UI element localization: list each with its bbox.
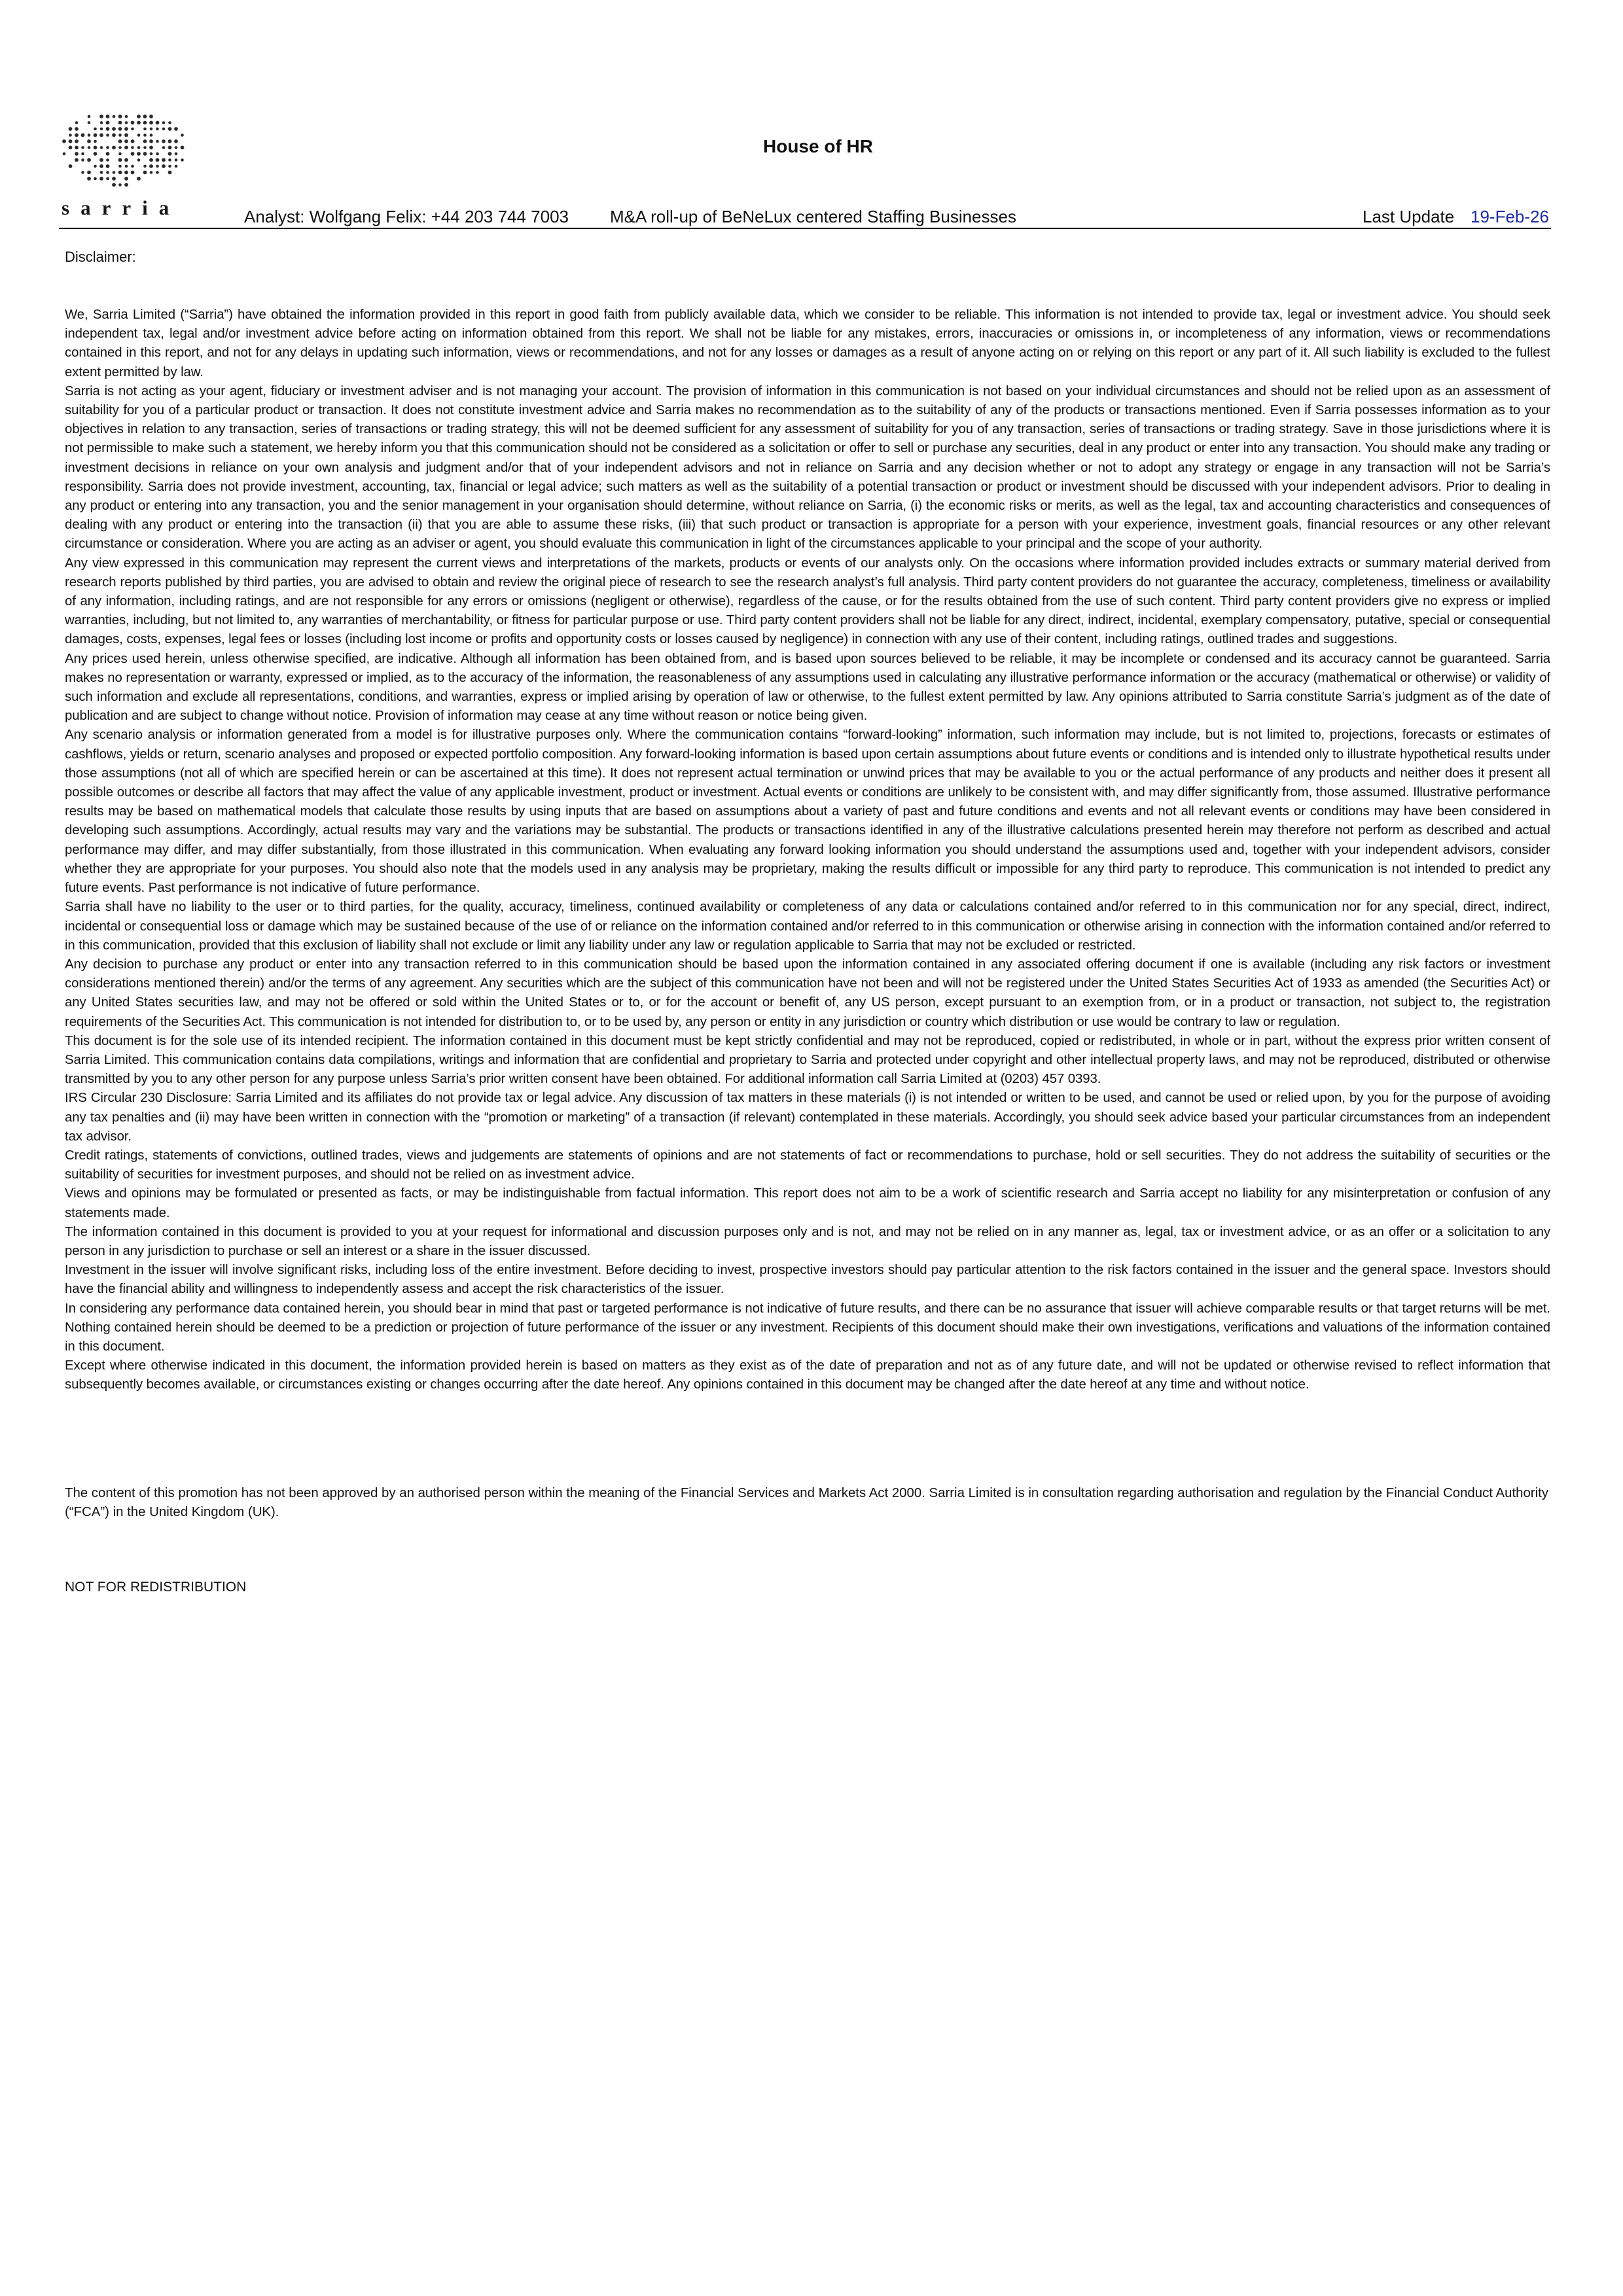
disclaimer-paragraph: Except where otherwise indicated in this document, the information provided herein is based on matters as they exist as of the date of preparation and not as of any future date, and will not be updated or otherwise revised to reflect information that subsequently becomes available, or circumstances existing or changes occurring after the date hereof. Any opinions contained in this document may be changed after the date hereof at any time and without notice. — [65, 1358, 1550, 1392]
disclaimer-body — [65, 306, 1550, 1395]
disclaimer-paragraph: Any scenario analysis or information generated from a model is for illustrative purposes only. Where the communication contains “forward-looking” information, such information may include, but is not limited to, projections, forecasts or estimates of cashflows, yields or return, scenario analyses and proposed or expected portfolio composition. Any forward-looking information is based upon certain assumptions about future events or conditions and is intended only to illustrate hypothetical results under those assumptions (not all of which are specified herein or can be ascertained at this time). It does not represent actual termination or unwind prices that may be available to you or the actual performance of any products and neither does it present all possible outcomes or describe all factors that may affect the value of any applicable investment, product or investment. Actual events or conditions are unlikely to be consistent with, and may differ significantly from, those assumed. Illustrative performance results may be based on mathematical models that calculate those results by using inputs that are based on assumptions about a variety of past and future conditions and events and not all relevant events or conditions may have been considered in developing such assumptions. Accordingly, actual results may vary and the variations may be substantial. The products or transactions identified in any of the illustrative calculations presented herein may therefore not perform as described and actual performance may differ, and may differ substantially, from those illustrated in this communication. When evaluating any forward looking information you should understand the assumptions used and, together with your independent advisors, consider whether they are appropriate for your purposes. You should also note that the models used in any analysis may be proprietary, making the results difficult or impossible for any third party to reproduce. This communication is not intended to predict any future events. Past performance is not indicative of future performance. — [65, 728, 1550, 896]
header-divider — [59, 228, 1551, 229]
disclaimer-paragraph: Credit ratings, statements of convictions, outlined trades, views and judgements are statements of opinions and are not statements of fact or recommendations to purchase, hold or sell securities. They do not address the suitability of securities or the suitability of securities for investment purposes, and should not be relied on as investment advice. — [65, 1148, 1550, 1182]
disclaimer-paragraph: Any view expressed in this communication may represent the current views and interpretations of the markets, products or events of our analysts only. On the occasions where information provided includes extracts or summary material derived from research reports published by third parties, you are advised to obtain and review the original piece of research to see the research analyst’s full analysis. Third party content providers do not guarantee the accuracy, completeness, timeliness or availability of any information, including ratings, and are not responsible for any errors or omissions (negligent or otherwise), regardless of the cause, or for the results obtained from the use of such content. Third party content providers give no express or implied warranties, including, but not limited to, any warranties of merchantability, or fitness for particular purpose or use. Third party content providers shall not be liable for any direct, indirect, incidental, exemplary compensatory, putative, special or consequential damages, costs, expenses, legal fees or losses (including lost income or profits and opportunity costs or losses caused by negligence) in connection with any use of their content, including ratings, outlined trades and suggestions. — [65, 556, 1550, 647]
logo-dot-mark-icon — [59, 113, 190, 191]
fca-notice: The content of this promotion has not been approved by an authorised person within the meaning of the Financial Services and Markets Act 2000. Sarria Limited is in consultation regarding authorisation and regulation by the Financial Conduct Authority (“FCA”) in the United Kingdom (UK). — [65, 1486, 1548, 1520]
disclaimer-paragraph: Any prices used herein, unless otherwise specified, are indicative. Although all information has been obtained from, and is based upon sources believed to be reliable, it may be incomplete or condensed and its accuracy cannot be guaranteed. Sarria makes no representation or warranty, expressed or implied, as to the accuracy of the information, the reasonableness of any assumptions used in calculating any illustrative performance information or the accuracy (mathematical or otherwise) or validity of such information and exclude all representations, conditions, and warranties, express or implied arising by operation of law or otherwise, to the fullest extent permitted by law. Any opinions attributed to Sarria constitute Sarria’s judgment as of the date of publication and are subject to change without notice. Provision of information may cease at any time without reason or notice being given. — [65, 651, 1550, 724]
disclaimer-paragraph: Investment in the issuer will involve significant risks, including loss of the entire investment. Before deciding to invest, prospective investors should pay particular attention to the risk factors contained in the issuer and the general space. Investors should have the financial ability and willingness to independently assess and accept the risk characteristics of the issuer. — [65, 1263, 1550, 1297]
disclaimer-paragraph: Views and opinions may be formulated or presented as facts, or may be indistinguishable from factual information. This report does not aim to be a work of scientific research and Sarria accept no liability for any misinterpretation or confusion of any statements made. — [65, 1186, 1550, 1220]
disclaimer-paragraph: IRS Circular 230 Disclosure: Sarria Limited and its affiliates do not provide tax or legal advice. Any discussion of tax matters in these materials (i) is not intended or written to be used, and cannot be used or relied upon, by you for the purpose of avoiding any tax penalties and (ii) may have been written in connection with the “promotion or marketing” of a transaction (if relevant) contemplated in these materials. Accordingly, you should seek advice based your particular circumstances from an independent tax advisor. — [65, 1091, 1550, 1144]
disclaimer-paragraph: In considering any performance data contained herein, you should bear in mind that past or targeted performance is not indicative of future results, and there can be no assurance that issuer will achieve comparable results or that target returns will be met. Nothing contained herein should be deemed to be a prediction or projection of future performance of the issuer or any investment. Recipients of this document should make their own investigations, verifications and valuations of the information contained in this document. — [65, 1301, 1550, 1354]
disclaimer-paragraph: Sarria shall have no liability to the user or to third parties, for the quality, accuracy, timeliness, continued availability or completeness of any data or calculations contained and/or referred to in this communication nor for any special, direct, indirect, incidental or consequential loss or damage which may be sustained because of the use of or reliance on the information contained and/or referred to in this communication or otherwise arising in connection with the information contained and/or referred to in this communication, provided that this exclusion of liability shall not exclude or limit any liability under any law or regulation applicable to Sarria that may not be excluded or restricted. — [65, 900, 1550, 953]
not-for-redistribution-note: NOT FOR REDISTRIBUTION — [65, 1580, 247, 1595]
last-update-label: Last Update — [1363, 207, 1455, 226]
analyst-contact: Analyst: Wolfgang Felix: +44 203 744 7003 — [244, 207, 569, 226]
disclaimer-paragraph: Sarria is not acting as your agent, fiduciary or investment adviser and is not managing your account. The provision of information in this communication is not based on your individual circumstances and should not be relied upon as an assessment of suitability for you of a particular product or transaction. It does not constitute investment advice and Sarria makes no recommendation as to the suitability of any of the products or transactions mentioned. Even if Sarria possesses information as to your objectives in relation to any transaction, series of transactions or trading strategy, this will not be deemed sufficient for any assessment of suitability for you of any transaction, series of transactions or trading strategy. Save in those jurisdictions where it is not permissible to make such a statement, we hereby inform you that this communication should not be considered as a solicitation or offer to sell or purchase any securities, deal in any product or enter into any transaction. You should make any trading or investment decisions in reliance on your own analysis and judgment and/or that of your independent advisors and not in reliance on Sarria and any decision whether or not to adopt any strategy or engage in any transaction will not be Sarria’s responsibility. Sarria does not provide investment, accounting, tax, financial or legal advice; such matters as well as the suitability of a potential transaction or product or investment should be discussed with your independent advisors. Prior to dealing in any product or entering into any transaction, you and the senior management in your organisation should determine, without reliance on Sarria, (i) the economic risks or merits, as well as the legal, tax and accounting characteristics and consequences of dealing with any product or entering into the transaction (ii) that you are able to assume these risks, (iii) that such product or transaction is appropriate for a person with your experience, investment goals, financial resources or any other relevant circumstance or consideration. Where you are acting as an adviser or agent, you should evaluate this communication in light of the circumstances applicable to your principal and the scope of your authority. — [65, 383, 1550, 552]
disclaimer-paragraph: We, Sarria Limited (“Sarria”) have obtained the information provided in this report in good faith from publicly available data, which we consider to be reliable. This information is not intended to provide tax, legal or investment advice. You should seek independent tax, legal and/or investment advice before acting on information obtained from this report. We shall not be liable for any mistakes, errors, inaccuracies or omissions in, or incompleteness of any information, views or recommendations contained in this report, and not for any delays in updating such information, views or recommendations, and not for any losses or damages as a result of anyone acting on or relying on this report or any part of it. All such liability is excluded to the fullest extent permitted by law. — [65, 308, 1550, 380]
disclaimer-heading: Disclaimer: — [65, 249, 136, 265]
report-subject: M&A roll-up of BeNeLux centered Staffing Businesses — [610, 207, 1016, 226]
page-title: House of HR — [763, 136, 873, 156]
disclaimer-paragraph: This document is for the sole use of its intended recipient. The information contained in this document must be kept strictly confidential and may not be reproduced, copied or redistributed, in whole or in part, without the express prior written consent of Sarria Limited. This communication contains data compilations, writings and information that are confidential and proprietary to Sarria and protected under copyright and other intellectual property laws, and may not be reproduced, distributed or otherwise transmitted by you to any other person for any purpose unless Sarria’s prior written consent have been obtained. For additional information call Sarria Limited at (0203) 457 0393. — [65, 1033, 1550, 1087]
last-update-date: 19-Feb-26 — [1471, 207, 1549, 226]
disclaimer-paragraph: Any decision to purchase any product or enter into any transaction referred to in this communication should be based upon the information contained in any associated offering document if one is available (including any risk factors or investment considerations mentioned therein) and/or the terms of any agreement. Any securities which are the subject of this communication have not been and will not be registered under the United States Securities Act of 1933 as amended (the Securities Act) or any United States securities law, and may not be offered or sold within the United States or to, or for the account or benefit of, any US person, except pursuant to an exemption from, or in a product or transaction, not subject to, the registration requirements of the Securities Act. This communication is not intended for distribution to, or to be used by, any person or entity in any jurisdiction or country which distribution or use would be contrary to law or regulation. — [65, 957, 1550, 1029]
sarria-logo — [59, 113, 190, 224]
logo-wordmark: sarria — [62, 196, 181, 219]
disclaimer-paragraph: The information contained in this document is provided to you at your request for informational and discussion purposes only and is not, and may not be relied on in any manner as, legal, tax or investment advice, or as an offer or a solicitation to any person in any jurisdiction to purchase or sell an interest or a share in the issuer discussed. — [65, 1224, 1550, 1258]
